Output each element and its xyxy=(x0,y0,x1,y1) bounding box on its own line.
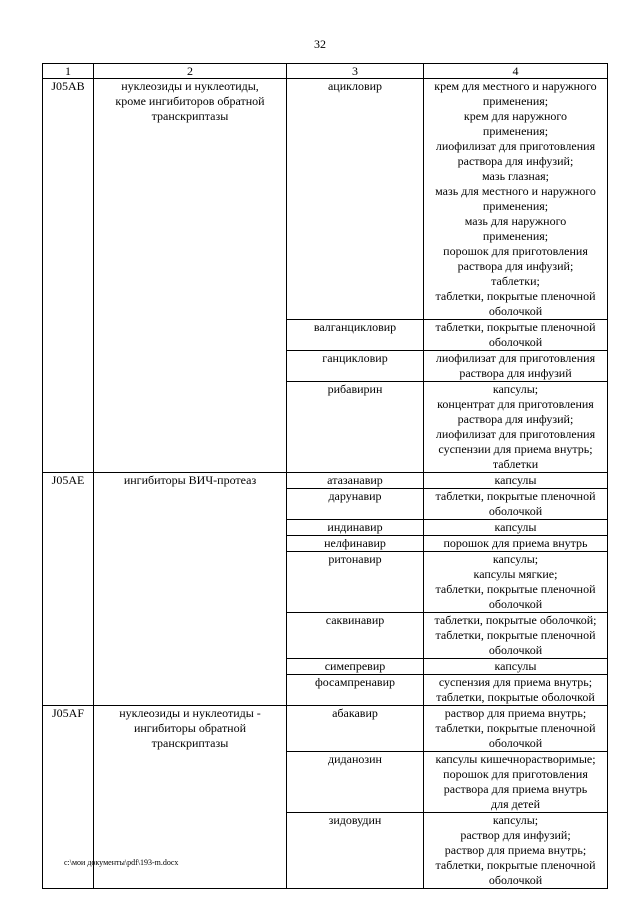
group-name-line: ингибиторы обратной xyxy=(133,721,247,735)
dosage-form-line: капсулы; xyxy=(492,813,539,827)
dosage-form-line: таблетки xyxy=(492,457,539,471)
dosage-form-line: оболочкой xyxy=(488,335,543,349)
dosage-forms-cell xyxy=(424,79,608,320)
dosage-form-line: капсулы; xyxy=(492,552,539,566)
dosage-form-line: оболочкой xyxy=(488,643,543,657)
drug-name-cell: ритонавир xyxy=(287,552,424,613)
dosage-form-line: таблетки, покрытые пленочной xyxy=(435,628,596,642)
drug-name-cell: симепревир xyxy=(287,659,424,675)
dosage-form-line: применения; xyxy=(482,94,549,108)
group-name-line: транскриптазы xyxy=(151,736,229,750)
drug-name-cell: валганцикловир xyxy=(287,320,424,351)
dosage-form-line: таблетки, покрытые пленочной xyxy=(435,721,596,735)
dosage-form-line: применения; xyxy=(482,229,549,243)
dosage-form-line: таблетки, покрытые оболочкой; xyxy=(434,613,597,627)
dosage-form-line: раствора для инфузий; xyxy=(457,412,574,426)
group-name-cell xyxy=(94,79,287,473)
dosage-form-line: применения; xyxy=(482,199,549,213)
dosage-form-line: раствора для инфузий; xyxy=(457,154,574,168)
dosage-form-line: капсулы кишечнорастворимые; xyxy=(435,752,596,766)
dosage-form-line: таблетки, покрытые пленочной xyxy=(435,582,596,596)
dosage-forms-cell xyxy=(424,473,608,489)
dosage-forms-cell xyxy=(424,520,608,536)
group-name-line: кроме ингибиторов обратной xyxy=(115,94,265,108)
dosage-forms-cell xyxy=(424,813,608,889)
dosage-forms-cell xyxy=(424,552,608,613)
dosage-form-line: таблетки, покрытые оболочкой xyxy=(436,690,595,704)
dosage-forms-cell xyxy=(424,382,608,473)
dosage-form-line: капсулы мягкие; xyxy=(473,567,558,581)
dosage-form-line: порошок для приготовления xyxy=(443,244,588,258)
group-name-cell xyxy=(94,473,287,706)
page-number: 32 xyxy=(314,37,326,51)
dosage-form-line: капсулы xyxy=(494,520,537,534)
drug-name-cell: ацикловир xyxy=(287,79,424,320)
dosage-form-line: концентрат для приготовления xyxy=(437,397,594,411)
header-row xyxy=(43,64,608,79)
drug-name-cell: рибавирин xyxy=(287,382,424,473)
dosage-form-line: крем для наружного xyxy=(463,109,568,123)
dosage-form-line: лиофилизат для приготовления xyxy=(435,139,596,153)
dosage-form-line: оболочкой xyxy=(488,597,543,611)
drug-name-cell: индинавир xyxy=(287,520,424,536)
dosage-form-line: раствора для инфузий xyxy=(459,366,572,380)
dosage-forms-cell xyxy=(424,706,608,752)
dosage-form-line: раствора для инфузий; xyxy=(457,259,574,273)
header-cell-3: 3 xyxy=(287,64,424,79)
dosage-form-line: оболочкой xyxy=(488,504,543,518)
file-path-footer: с:\мои документы\pdf\193-m.docx xyxy=(64,858,179,867)
drug-name-cell: абакавир xyxy=(287,706,424,752)
drug-name-cell: саквинавир xyxy=(287,613,424,659)
drug-name-cell: дарунавир xyxy=(287,489,424,520)
dosage-form-line: крем для местного и наружного xyxy=(434,79,597,93)
dosage-form-line: капсулы xyxy=(494,659,537,673)
dosage-form-line: оболочкой xyxy=(488,304,543,318)
group-name-line: транскриптазы xyxy=(151,109,229,123)
dosage-forms-cell xyxy=(424,320,608,351)
dosage-form-line: таблетки; xyxy=(491,274,540,288)
drug-name-cell: фосампренавир xyxy=(287,675,424,706)
group-name-line: нуклеозиды и нуклеотиды, xyxy=(121,79,259,93)
dosage-form-line: таблетки, покрытые пленочной xyxy=(435,289,596,303)
drug-name-cell: атазанавир xyxy=(287,473,424,489)
dosage-form-line: применения; xyxy=(482,124,549,138)
dosage-form-line: таблетки, покрытые пленочной xyxy=(435,320,596,334)
table-row xyxy=(43,473,608,489)
dosage-forms-cell xyxy=(424,675,608,706)
group-name-line: нуклеозиды и нуклеотиды - xyxy=(119,706,261,720)
header-cell-1: 1 xyxy=(43,64,94,79)
dosage-form-line: порошок для приема внутрь xyxy=(443,536,588,550)
dosage-form-line: порошок для приготовления xyxy=(443,767,588,781)
dosage-form-line: раствор для инфузий; xyxy=(460,828,571,842)
dosage-form-line: оболочкой xyxy=(488,736,543,750)
table-row xyxy=(43,79,608,320)
dosage-form-line: суспензии для приема внутрь; xyxy=(438,442,593,456)
atc-code-cell: J05AB xyxy=(43,79,94,473)
dosage-form-line: раствор для приема внутрь; xyxy=(444,843,587,857)
dosage-form-line: таблетки, покрытые пленочной xyxy=(435,858,596,872)
drug-name-cell: зидовудин xyxy=(287,813,424,889)
atc-code-cell: J05AF xyxy=(43,706,94,889)
dosage-forms-cell xyxy=(424,489,608,520)
drug-name-cell: ганцикловир xyxy=(287,351,424,382)
drug-name-cell: нелфинавир xyxy=(287,536,424,552)
drug-table xyxy=(42,63,608,889)
dosage-form-line: капсулы xyxy=(494,473,537,487)
dosage-form-line: мазь глазная; xyxy=(481,169,550,183)
dosage-form-line: мазь для местного и наружного xyxy=(435,184,596,198)
dosage-forms-cell xyxy=(424,536,608,552)
table-row xyxy=(43,706,608,752)
dosage-forms-cell xyxy=(424,613,608,659)
dosage-form-line: оболочкой xyxy=(488,873,543,887)
atc-code-cell: J05AE xyxy=(43,473,94,706)
header-cell-2: 2 xyxy=(94,64,287,79)
dosage-form-line: раствора для приема внутрь xyxy=(443,782,588,796)
dosage-form-line: суспензия для приема внутрь; xyxy=(438,675,593,689)
dosage-forms-cell xyxy=(424,351,608,382)
dosage-form-line: лиофилизат для приготовления xyxy=(435,351,596,365)
dosage-form-line: капсулы; xyxy=(492,382,539,396)
dosage-form-line: таблетки, покрытые пленочной xyxy=(435,489,596,503)
dosage-form-line: лиофилизат для приготовления xyxy=(435,427,596,441)
header-cell-4: 4 xyxy=(424,64,608,79)
dosage-forms-cell xyxy=(424,752,608,813)
dosage-form-line: мазь для наружного xyxy=(464,214,567,228)
dosage-form-line: для детей xyxy=(490,797,541,811)
group-name-line: ингибиторы ВИЧ-протеаз xyxy=(123,473,257,487)
drug-name-cell: диданозин xyxy=(287,752,424,813)
dosage-form-line: раствор для приема внутрь; xyxy=(444,706,587,720)
dosage-forms-cell xyxy=(424,659,608,675)
